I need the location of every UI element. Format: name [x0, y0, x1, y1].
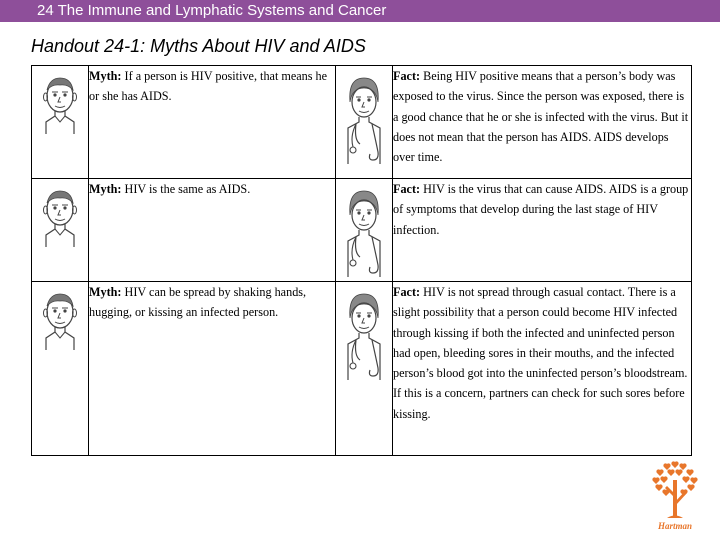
man-face-icon — [38, 72, 82, 136]
myth-text: HIV can be spread by shaking hands, hugging, or kissing an infected person. — [89, 285, 307, 320]
myth-cell — [89, 179, 336, 282]
header-bar — [0, 0, 720, 22]
fact-cell — [393, 282, 692, 456]
myths-facts-table — [31, 65, 692, 456]
handout-title: Handout 24-1: Myths About HIV and AIDS — [31, 36, 366, 56]
hartman-tree-logo-icon — [645, 458, 705, 533]
logo-text: Hartman — [657, 521, 693, 531]
fact-cell — [393, 179, 692, 282]
myth-label: Myth: — [89, 182, 122, 196]
myth-icon-cell — [32, 282, 89, 456]
fact-text: HIV is not spread through casual contact. There is a slight possibility that a person could become HIV infected through kissing if both the infected and uninfected person had open, bleeding sores in their mouths, and the infected person’s blood got into the uninfected person’s bloodstream. If this is a concern, partners can check for such sores before kissing. — [393, 285, 688, 421]
nurse-stethoscope-icon — [340, 185, 388, 281]
myth-text: HIV is the same as AIDS. — [121, 182, 251, 196]
fact-icon-cell — [336, 179, 393, 282]
table-row — [32, 282, 692, 456]
fact-text: Being HIV positive means that a person’s body was exposed to the virus. Since the person was exposed, there is a good chance that he or she is infected with the virus. But it does not mean that the person has AIDS. AIDS develops over time. — [393, 69, 689, 165]
myth-cell — [89, 282, 336, 456]
fact-label: Fact: — [393, 69, 421, 83]
myth-text: If a person is HIV positive, that means he or she has AIDS. — [89, 69, 328, 104]
man-face-icon — [38, 288, 82, 352]
table-row — [32, 179, 692, 282]
table-row — [32, 66, 692, 179]
fact-icon-cell — [336, 66, 393, 179]
myth-icon-cell — [32, 66, 89, 179]
myth-cell — [89, 66, 336, 179]
fact-icon-cell — [336, 282, 393, 456]
chapter-title: 24 The Immune and Lymphatic Systems and Cancer — [37, 2, 387, 19]
hartman-logo — [645, 458, 705, 533]
fact-label: Fact: — [393, 285, 421, 299]
fact-label: Fact: — [393, 182, 421, 196]
fact-text: HIV is the virus that can cause AIDS. AIDS is a group of symptoms that develop during the last stage of HIV infection. — [393, 182, 689, 237]
nurse-stethoscope-icon — [340, 288, 388, 384]
man-face-icon — [38, 185, 82, 249]
myth-icon-cell — [32, 179, 89, 282]
fact-cell — [393, 66, 692, 179]
myth-label: Myth: — [89, 69, 122, 83]
myth-label: Myth: — [89, 285, 122, 299]
nurse-stethoscope-icon — [340, 72, 388, 168]
